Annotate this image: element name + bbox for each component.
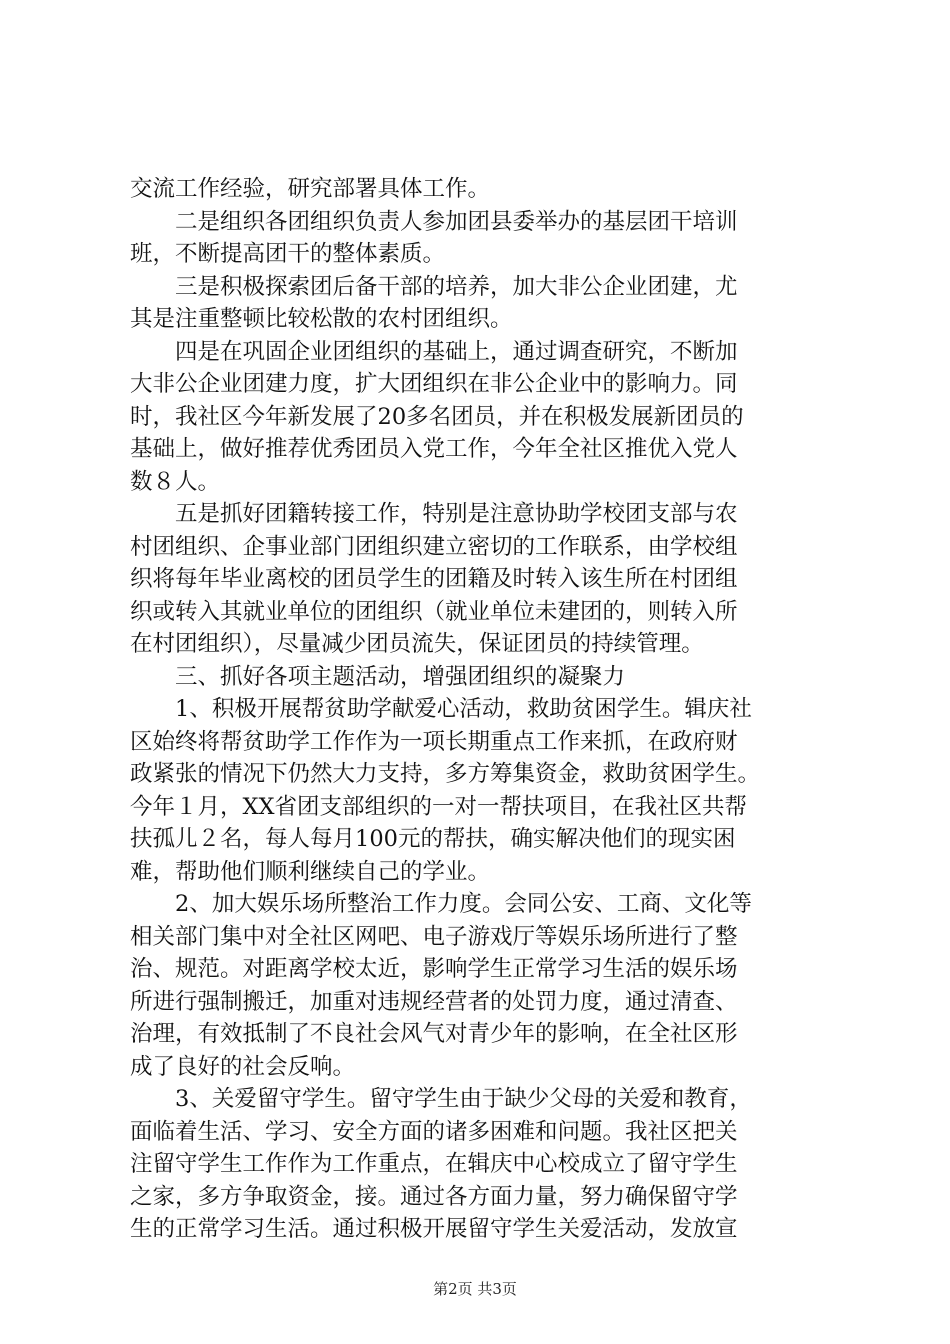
page-footer xyxy=(0,1278,950,1299)
text-line: 织将每年毕业离校的团员学生的团籍及时转入该生所在村团组 xyxy=(130,566,738,592)
text-line: 生的正常学习生活。通过积极开展留守学生关爱活动，发放宣 xyxy=(130,1216,738,1242)
text-line: 其是注重整顿比较松散的农村团组织。 xyxy=(130,306,513,332)
page-number: 第2页 共3页 xyxy=(433,1280,517,1298)
document-body xyxy=(130,173,830,1246)
text-line: 之家，多方争取资金，接。通过各方面力量，努力确保留守学 xyxy=(130,1183,738,1210)
text-line: 治、规范。对距离学校太近，影响学生正常学习生活的娱乐场 xyxy=(130,956,738,982)
text-line: 班，不断提高团干的整体素质。 xyxy=(130,241,446,267)
text-line: 面临着生活、学习、安全方面的诸多困难和问题。我社区把关 xyxy=(130,1118,738,1145)
text-line: 区始终将帮贫助学工作作为一项长期重点工作来抓，在政府财 xyxy=(130,728,738,755)
text-line: 在村团组织），尽量减少团员流失，保证团员的持续管理。 xyxy=(130,631,704,657)
text-line: 数８人。 xyxy=(130,468,221,495)
text-line: 时，我社区今年新发展了20多名团员，并在积极发展新团员的 xyxy=(130,403,744,430)
text-line: 2、加大娱乐场所整治工作力度。会同公安、工商、文化等 xyxy=(130,891,752,917)
text-line: 注留守学生工作作为工作重点，在辑庆中心校成立了留守学生 xyxy=(130,1151,738,1177)
section-heading: 三、抓好各项主题活动，增强团组织的凝聚力 xyxy=(130,663,626,690)
text-line: 成了良好的社会反响。 xyxy=(130,1053,356,1080)
text-line: 相关部门集中对全社区网吧、电子游戏厅等娱乐场所进行了整 xyxy=(130,923,738,950)
text-line: 二是组织各团组织负责人参加团县委举办的基层团干培训 xyxy=(130,208,738,235)
text-line: 织或转入其就业单位的团组织（就业单位未建团的，则转入所 xyxy=(130,598,738,625)
text-line: 难，帮助他们顺利继续自己的学业。 xyxy=(130,858,491,885)
text-line: 治理，有效抵制了不良社会风气对青少年的影响，在全社区形 xyxy=(130,1021,738,1047)
text-line: 政紧张的情况下仍然大力支持，多方筹集资金，救助贫困学生。 xyxy=(130,761,761,787)
text-line: 村团组织、企事业部门团组织建立密切的工作联系，由学校组 xyxy=(130,533,738,560)
text-line: 所进行强制搬迁，加重对违规经营者的处罚力度，通过清查、 xyxy=(130,988,738,1015)
text-line: 扶孤儿２名，每人每月100元的帮扶，确实解决他们的现实困 xyxy=(130,826,736,852)
text-line: 大非公企业团建力度，扩大团组织在非公企业中的影响力。同 xyxy=(130,371,738,397)
text-line: 今年１月，XX省团支部组织的一对一帮扶项目，在我社区共帮 xyxy=(130,793,748,820)
text-line: 四是在巩固企业团组织的基础上，通过调查研究，不断加 xyxy=(130,338,738,365)
text-line: 3、关爱留守学生。留守学生由于缺少父母的关爱和教育， xyxy=(130,1086,752,1112)
text-line: 三是积极探索团后备干部的培养，加大非公企业团建，尤 xyxy=(130,273,738,300)
text-line: 五是抓好团籍转接工作，特别是注意协助学校团支部与农 xyxy=(130,501,738,527)
text-line: 基础上，做好推荐优秀团员入党工作，今年全社区推优入党人 xyxy=(130,436,738,462)
text-line: 交流工作经验，研究部署具体工作。 xyxy=(130,176,491,202)
text-line: 1、积极开展帮贫助学献爱心活动，救助贫困学生。辑庆社 xyxy=(130,696,752,722)
